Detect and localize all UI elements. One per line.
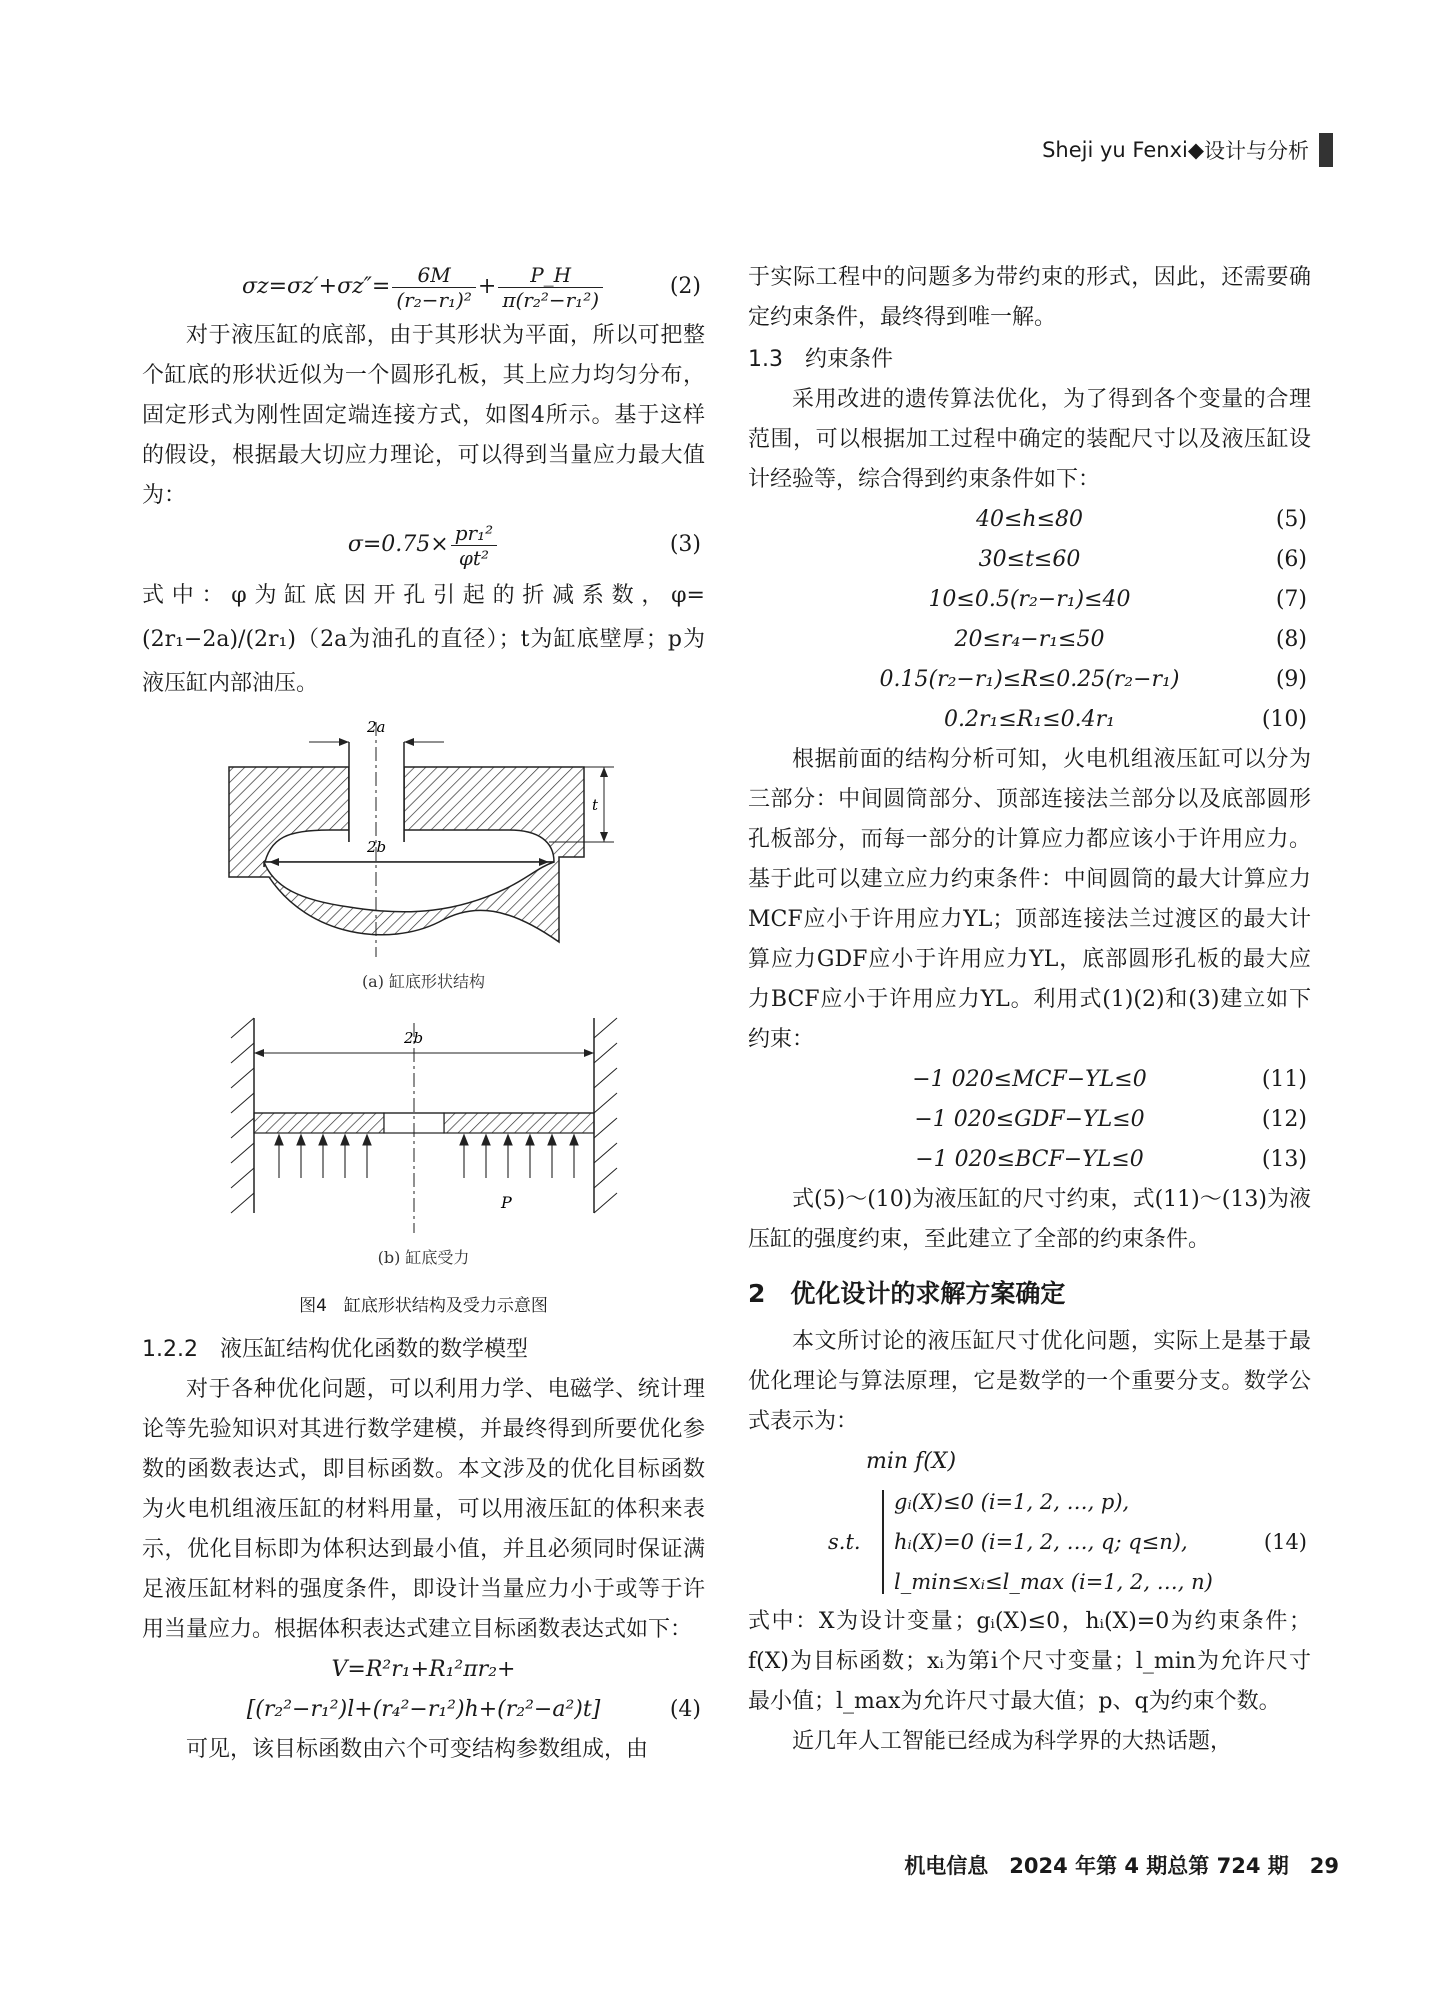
- paragraph: 本文所讨论的液压缸尺寸优化问题，实际上是基于最优化理论与算法原理，它是数学的一个重要分支。数学公式表示为：: [748, 1329, 1311, 1434]
- equation-4a: V=R²r₁+R₁²πr₂+: [331, 1657, 516, 1682]
- figure-4b-diagram: [209, 1008, 639, 1238]
- figure-4-caption: 图4 缸底形状结构及受力示意图: [299, 1296, 548, 1316]
- paragraph: 可见，该目标函数由六个可变结构参数组成，由: [186, 1737, 649, 1762]
- running-header: [1042, 132, 1333, 168]
- right-column: [748, 258, 1311, 1762]
- figure-4b-caption: (b) 缸底受力: [377, 1248, 470, 1267]
- paragraph: 采用改进的遗传算法优化，为了得到各个变量的合理范围，可以根据加工过程中确定的装配尺寸以及液压缸设计经验等，综合得到约束条件如下：: [748, 387, 1311, 492]
- paragraph: 对于各种优化问题，可以利用力学、电磁学、统计理论等先验知识对其进行数学建模，并最终得到所要优化参数的函数表达式，即目标函数。本文涉及的优化目标函数为火电机组液压缸的材料用量，可以用液压缸的体积来表示，优化目标即为体积达到最小值，并且必须同时保证满足液压缸材料的强度条件，即设计当量应力小于或等于许用当量应力。根据体积表达式建立目标函数表达式如下：: [142, 1377, 705, 1642]
- paragraph: 式中：φ为缸底因开孔引起的折减系数，φ= (2r₁−2a)/(2r₁)（2a为油孔的直径）；t为缸底壁厚；p为液压缸内部油压。: [142, 583, 705, 696]
- paragraph: 式中：X为设计变量；gᵢ(X)≤0，hᵢ(X)=0为约束条件；f(X)为目标函数；xᵢ为第i个尺寸变量；l_min为允许尺寸最小值；l_max为允许尺寸最大值；p、q为约束个数。: [748, 1609, 1311, 1714]
- equation-9: 0.15(r₂−r₁)≤R≤0.25(r₂−r₁) (9): [879, 667, 1307, 692]
- page-footer: 机电信息 2024 年第 4 期总第 724 期 29: [904, 1854, 1339, 1878]
- equation-11: −1 020≤MCF−YL≤0 (11): [912, 1067, 1307, 1092]
- equation-number: (3): [669, 532, 701, 557]
- paragraph: 式(5)～(10)为液压缸的尺寸约束，式(11)～(13)为液压缸的强度约束，至此建立了全部的约束条件。: [748, 1187, 1311, 1252]
- equation-4b: [(r₂²−r₁²)l+(r₄²−r₁²)h+(r₂²−a²)t] (4): [142, 1690, 705, 1730]
- equation-number: (4): [669, 1697, 701, 1722]
- equation-14-constraints: s.t. gᵢ(X)≤0 (i=1, 2, …, p), hᵢ(X)=0 (i=1, 2, …, q; q≤n), l_min≤xᵢ≤l_max (i=1, 2, …, n) (14): [828, 1490, 1307, 1594]
- equation-12: −1 020≤GDF−YL≤0 (12): [914, 1107, 1307, 1132]
- equation-number: (2): [669, 274, 701, 299]
- header-section: 设计与分析: [1204, 139, 1309, 163]
- figure-4a-caption: (a) 缸底形状结构: [361, 972, 486, 991]
- label-P: P: [500, 1193, 512, 1212]
- equation-5: 40≤h≤80 (5): [975, 507, 1307, 532]
- equation-6: 30≤t≤60 (6): [978, 547, 1307, 572]
- paragraph: 于实际工程中的问题多为带约束的形式，因此，还需要确定约束条件，最终得到唯一解。: [748, 265, 1311, 330]
- figure-4a-diagram: [209, 712, 639, 962]
- header-pinyin: Sheji yu Fenxi: [1042, 138, 1188, 162]
- equation-10: 0.2r₁≤R₁≤0.4r₁ (10): [944, 707, 1307, 732]
- section-2-heading: 2 优化设计的求解方案确定: [748, 1279, 1066, 1308]
- equation-2: σz=σz′+σz″= $\frac{6M}{\text{(r₂−r₁)²}}$ + $\frac{P\_H}{\text{π(r₂²−r₁²)}}$ (2): [142, 258, 705, 316]
- header-bar: [1319, 133, 1333, 167]
- label-2b: 2b: [366, 838, 386, 856]
- paragraph: 对于液压缸的底部，由于其形状为平面，所以可把整个缸底的形状近似为一个圆形孔板，其上应力均匀分布，固定形式为刚性固定端连接方式，如图4所示。基于这样的假设，根据最大切应力理论，可以得到当量应力最大值为：: [142, 323, 705, 508]
- header-diamond: ◆: [1187, 138, 1204, 162]
- label-2b-b: 2b: [403, 1029, 423, 1047]
- label-2a: 2a: [366, 718, 385, 736]
- equation-13: −1 020≤BCF−YL≤0 (13): [915, 1147, 1307, 1172]
- equation-3: σ=0.75× $\frac{\text{pr₁²}}{\text{φt²}}$ (3): [142, 516, 705, 574]
- equation-7: 10≤0.5(r₂−r₁)≤40 (7): [928, 587, 1307, 612]
- equation-8: 20≤r₄−r₁≤50 (8): [954, 627, 1307, 652]
- section-1-3-heading: 1.3 约束条件: [748, 347, 893, 372]
- label-t: t: [591, 796, 598, 814]
- brace: [882, 1490, 890, 1594]
- paragraph: 根据前面的结构分析可知，火电机组液压缸可以分为三部分：中间圆筒部分、顶部连接法兰部分以及底部圆形孔板部分，而每一部分的计算应力都应该小于许用应力。基于此可以建立应力约束条件：中间圆筒的最大计算应力MCF应小于许用应力YL；顶部连接法兰过渡区的最大计算应力GDF应小于许用应力YL，底部圆形孔板的最大应力BCF应小于许用应力YL。利用式(1)(2)和(3)建立如下约束：: [748, 747, 1311, 1052]
- equation-number: (14): [1263, 1530, 1307, 1554]
- left-column: [142, 258, 705, 1770]
- paragraph: 近几年人工智能已经成为科学界的大热话题，: [792, 1729, 1233, 1754]
- equation-14-objective: min f(X): [866, 1449, 957, 1474]
- section-1-2-2-heading: 1.2.2 液压缸结构优化函数的数学模型: [142, 1337, 528, 1362]
